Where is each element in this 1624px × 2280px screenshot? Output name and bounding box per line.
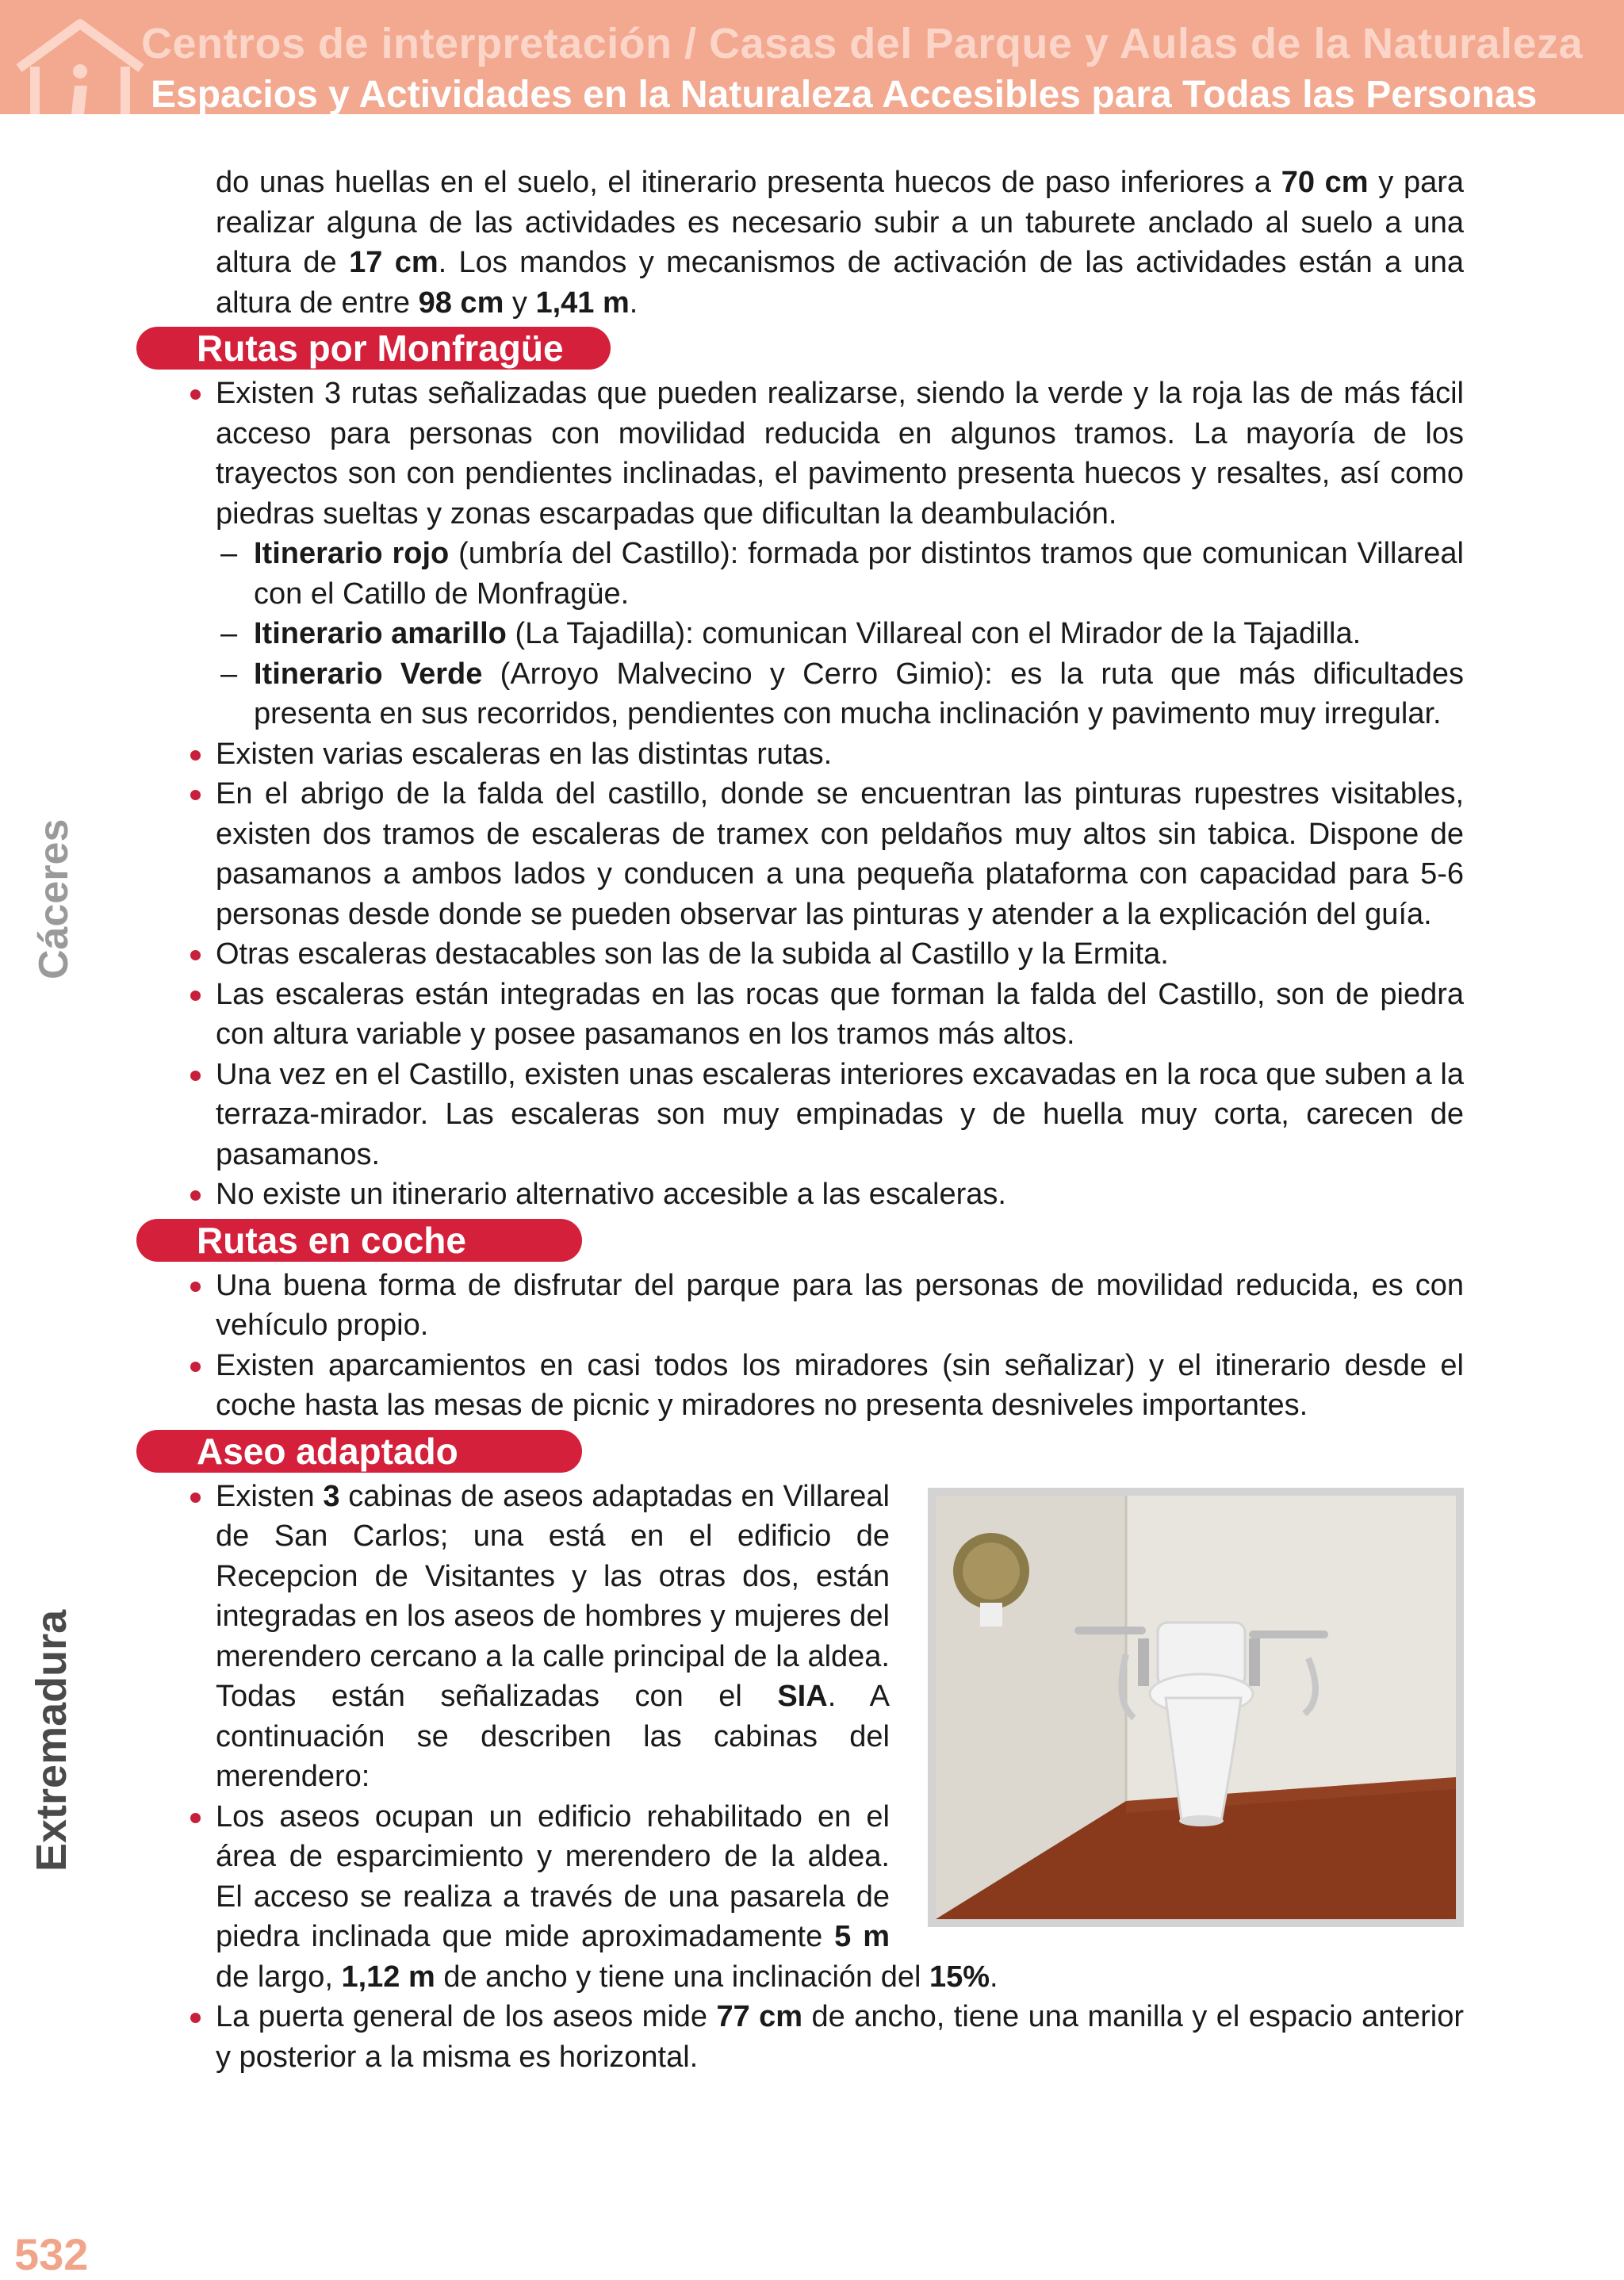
list-item: Existen 3 rutas señalizadas que pueden realizarse, siendo la verde y la roja las de más fácil acceso para personas con movilidad reducida en algunos tramos. La mayoría de los trayectos son con pendientes inclinadas, el pavimento presenta huecos y resaltes, así como piedras sueltas y zonas escarpadas que dificultan la deambulación.: [216, 374, 1464, 534]
bullet-dot: [190, 389, 201, 400]
header-subtitle: Espacios y Actividades en la Naturaleza Accesibles para Todas las Personas: [151, 74, 1538, 114]
list-item: Existen 3 cabinas de aseos adaptadas en Villareal de San Carlos; una está en el edificio de Recepcion de Visitantes y las otras dos, están integradas en los aseos de hombres y mujeres del merendero cercano a la calle principal de la aldea. Todas están señalizadas con el SIA. A continuación se describen las cabinas del merendero:: [216, 1477, 1464, 1797]
list-item: La puerta general de los aseos mide 77 cm de ancho, tiene una manilla y el espacio anterior y posterior a la misma es horizontal.: [216, 1997, 1464, 2077]
info-house-icon: [13, 19, 147, 114]
section-heading-rutas-monfrague: Rutas por Monfragüe: [136, 327, 611, 370]
list-item: – Itinerario Verde (Arroyo Malvecino y Cerro Gimio): es la ruta que más dificultades presenta en sus recorridos, pendientes con mucha inclinación y pavimento muy irregular.: [220, 657, 1464, 730]
intro-paragraph: do unas huellas en el suelo, el itinerario presenta huecos de paso inferiores a 70 cm y para realizar alguna de las actividades es necesario subir a un taburete anclado al suelo a una altura de 17 cm. Los mandos y mecanismos de activación de las actividades están a una altura de entre 98 cm y 1,41 m.: [216, 166, 1464, 320]
list-item: Existen varias escaleras en las distintas rutas.: [216, 734, 1464, 775]
page-header: [0, 0, 1624, 114]
list-item: En el abrigo de la falda del castillo, donde se encuentran las pinturas rupestres visitables, existen dos tramos de escaleras de tramex con peldaños muy altos sin tabica. Dispone de pasamanos a ambos lados y conducen a una pequeña plataforma con capacidad para 5-6 personas desde donde se pueden observar las pinturas y atender a la explicación del guía.: [216, 774, 1464, 934]
list-item: Existen aparcamientos en casi todos los miradores (sin señalizar) y el itinerario desde el coche hasta las mesas de picnic y miradores no presenta desniveles importantes.: [216, 1346, 1464, 1426]
list-item: No existe un itinerario alternativo accesible a las escaleras.: [216, 1174, 1464, 1215]
list-item: Otras escaleras destacables son las de la subida al Castillo y la Ermita.: [216, 934, 1464, 975]
section-heading-aseo-adaptado: Aseo adaptado: [136, 1430, 582, 1473]
section-heading-rutas-coche: Rutas en coche: [136, 1219, 582, 1262]
main-content: [197, 163, 1465, 2077]
list-item: – Itinerario amarillo (La Tajadilla): comunican Villareal con el Mirador de la Tajadilla.: [220, 617, 1362, 650]
list-item: – Itinerario rojo (umbría del Castillo): formada por distintos tramos que comunican Villareal con el Catillo de Monfragüe.: [220, 537, 1464, 611]
side-label-region: Extremadura: [28, 1609, 75, 1872]
list-item: Los aseos ocupan un edificio rehabilitado en el área de esparcimiento y merendero de la aldea. El acceso se realiza a través de una pasarela de piedra inclinada que mide aproximadamente 5 m de largo, 1,12 m de ancho y tiene una inclinación del 15%.: [216, 1797, 1464, 1998]
list-item: Una buena forma de disfrutar del parque para las personas de movilidad reducida, es con vehículo propio.: [216, 1266, 1464, 1346]
page-number: 532: [14, 2229, 89, 2279]
side-label-province: Cáceres: [31, 818, 77, 979]
list-item: Una vez en el Castillo, existen unas escaleras interiores excavadas en la roca que suben a la terraza-mirador. Las escaleras son muy empinadas y de huella muy corta, carecen de pasamanos.: [216, 1055, 1464, 1175]
header-title: Centros de interpretación / Casas del Parque y Aulas de la Naturaleza: [141, 20, 1584, 67]
list-item: Las escaleras están integradas en las rocas que forman la falda del Castillo, son de piedra con altura variable y posee pasamanos en los tramos más altos.: [216, 975, 1464, 1055]
